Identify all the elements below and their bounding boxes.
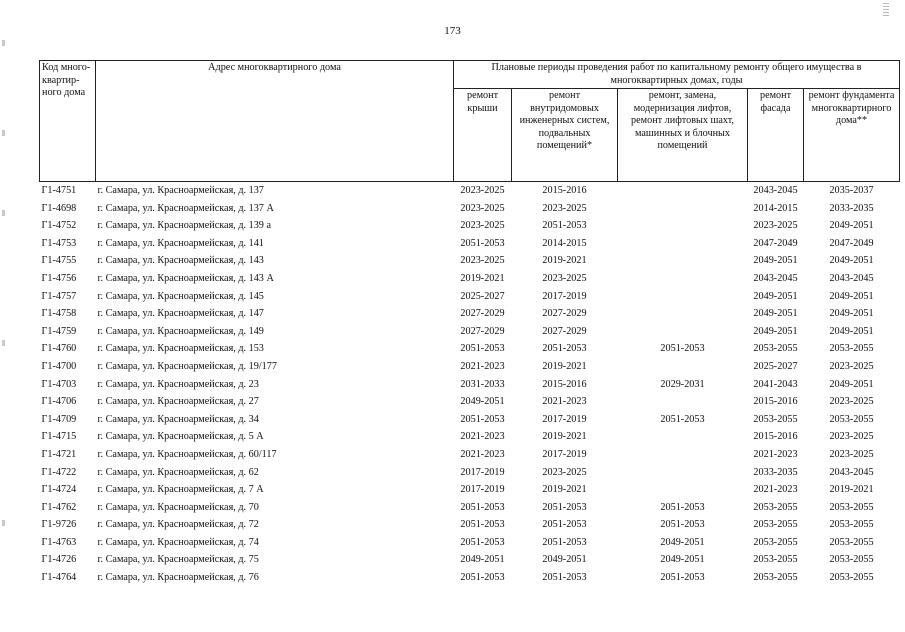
house-code-cell: Г1-4762 (41, 501, 77, 513)
table-row (40, 217, 900, 235)
header-roof-repair: ремонт крыши (454, 89, 512, 182)
house-code-cell: Г1-4763 (41, 536, 77, 548)
foundation-period-cell: 2053-2055 (829, 554, 874, 566)
table-row (40, 323, 900, 341)
table-row (40, 534, 900, 552)
house-code-cell: Г1-4757 (41, 290, 77, 302)
header-house-code: Код много-квартир-ного дома (40, 61, 96, 182)
lifts-period-cell (618, 235, 748, 253)
roof-period-cell: 2027-2029 (460, 308, 505, 320)
facade-period-cell: 2043-2045 (753, 185, 798, 196)
systems-period-cell: 2019-2021 (542, 484, 587, 496)
roof-period-cell: 2019-2021 (460, 272, 505, 284)
house-code-cell: Г1-4700 (41, 360, 77, 372)
lifts-period-cell (618, 305, 748, 323)
lifts-period-cell (618, 446, 748, 464)
table-row (40, 481, 900, 499)
foundation-period-cell: 2049-2051 (829, 220, 874, 232)
systems-period-cell: 2051-2053 (542, 536, 587, 548)
header-lifts-repair: ремонт, замена, модернизация лифтов, ремонт лифтовых шахт, машинных и блочных помещений (618, 89, 748, 182)
systems-period-cell: 2023-2025 (542, 272, 587, 284)
header-planned-periods: Плановые периоды проведения работ по капитальному ремонту общего имущества в многоквартирных домах, годы (454, 61, 900, 89)
facade-period-cell: 2053-2055 (753, 519, 798, 531)
foundation-period-cell: 2053-2055 (829, 536, 874, 548)
systems-period-cell: 2027-2029 (542, 325, 587, 337)
address-cell: г. Самара, ул. Красноармейская, д. 7 А (97, 484, 264, 496)
table-row (40, 446, 900, 464)
foundation-period-cell: 2049-2051 (829, 325, 874, 337)
systems-period-cell: 2051-2053 (542, 220, 587, 232)
address-cell: г. Самара, ул. Красноармейская, д. 75 (97, 554, 259, 566)
systems-period-cell: 2017-2019 (542, 290, 587, 302)
facade-period-cell: 2033-2035 (753, 466, 798, 478)
house-code-cell: Г1-4726 (41, 554, 77, 566)
foundation-period-cell: 2049-2051 (829, 308, 874, 320)
table-body (40, 182, 900, 587)
house-code-cell: Г1-4753 (41, 237, 77, 249)
table-row (40, 428, 900, 446)
lifts-period-cell: 2049-2051 (660, 554, 705, 566)
lifts-period-cell (618, 200, 748, 218)
table-row (40, 411, 900, 429)
roof-period-cell: 2051-2053 (460, 572, 505, 584)
lifts-period-cell: 2051-2053 (660, 519, 705, 531)
facade-period-cell: 2053-2055 (753, 572, 798, 584)
scan-artifact (883, 2, 889, 16)
lifts-period-cell: 2051-2053 (660, 343, 705, 355)
lifts-period-cell: 2029-2031 (660, 378, 705, 390)
roof-period-cell: 2025-2027 (460, 290, 505, 302)
house-code-cell: Г1-4764 (41, 572, 77, 584)
systems-period-cell: 2023-2025 (542, 466, 587, 478)
facade-period-cell: 2053-2055 (753, 343, 798, 355)
address-cell: г. Самара, ул. Красноармейская, д. 60/117 (97, 448, 277, 460)
facade-period-cell: 2049-2051 (753, 325, 798, 337)
house-code-cell: Г1-4755 (41, 255, 77, 267)
roof-period-cell: 2023-2025 (460, 255, 505, 267)
roof-period-cell: 2023-2025 (460, 185, 505, 196)
foundation-period-cell: 2023-2025 (829, 448, 874, 460)
table-header (40, 61, 900, 182)
foundation-period-cell: 2023-2025 (829, 396, 874, 408)
roof-period-cell: 2021-2023 (460, 448, 505, 460)
roof-period-cell: 2051-2053 (460, 237, 505, 249)
roof-period-cell: 2021-2023 (460, 360, 505, 372)
header-facade-repair: ремонт фасада (748, 89, 804, 182)
lifts-period-cell (618, 182, 748, 200)
house-code-cell: Г1-4706 (41, 396, 77, 408)
systems-period-cell: 2021-2023 (542, 396, 587, 408)
roof-period-cell: 2017-2019 (460, 466, 505, 478)
facade-period-cell: 2053-2055 (753, 501, 798, 513)
address-cell: г. Самара, ул. Красноармейская, д. 139 а (97, 220, 271, 232)
facade-period-cell: 2021-2023 (753, 484, 798, 496)
systems-period-cell: 2019-2021 (542, 431, 587, 443)
house-code-cell: Г1-4760 (41, 343, 77, 355)
facade-period-cell: 2053-2055 (753, 554, 798, 566)
lifts-period-cell: 2051-2053 (660, 501, 705, 513)
systems-period-cell: 2051-2053 (542, 501, 587, 513)
address-cell: г. Самара, ул. Красноармейская, д. 70 (97, 501, 259, 513)
table-row (40, 551, 900, 569)
address-cell: г. Самара, ул. Красноармейская, д. 34 (97, 413, 259, 425)
lifts-period-cell (618, 288, 748, 306)
address-cell: г. Самара, ул. Красноармейская, д. 19/177 (97, 360, 277, 372)
repair-schedule-table (39, 60, 900, 587)
address-cell: г. Самара, ул. Красноармейская, д. 74 (97, 536, 259, 548)
address-cell: г. Самара, ул. Красноармейская, д. 62 (97, 466, 259, 478)
table-row (40, 252, 900, 270)
systems-period-cell: 2019-2021 (542, 255, 587, 267)
systems-period-cell: 2023-2025 (542, 202, 587, 214)
roof-period-cell: 2031-2033 (460, 378, 505, 390)
house-code-cell: Г1-4722 (41, 466, 77, 478)
facade-period-cell: 2014-2015 (753, 202, 798, 214)
roof-period-cell: 2023-2025 (460, 220, 505, 232)
header-systems-repair: ремонт внутридомовых инженерных систем, подвальных помещений* (512, 89, 618, 182)
table-row (40, 569, 900, 587)
facade-period-cell: 2053-2055 (753, 413, 798, 425)
systems-period-cell: 2051-2053 (542, 572, 587, 584)
lifts-period-cell (618, 481, 748, 499)
systems-period-cell: 2049-2051 (542, 554, 587, 566)
foundation-period-cell: 2043-2045 (829, 272, 874, 284)
foundation-period-cell: 2047-2049 (829, 237, 874, 249)
facade-period-cell: 2041-2043 (753, 378, 798, 390)
address-cell: г. Самара, ул. Красноармейская, д. 147 (97, 308, 264, 320)
table-row (40, 200, 900, 218)
address-cell: г. Самара, ул. Красноармейская, д. 143 (97, 255, 264, 267)
page-number: 173 (444, 25, 461, 37)
table-row (40, 340, 900, 358)
lifts-period-cell: 2051-2053 (660, 572, 705, 584)
systems-period-cell: 2017-2019 (542, 448, 587, 460)
address-cell: г. Самара, ул. Красноармейская, д. 141 (97, 237, 264, 249)
roof-period-cell: 2051-2053 (460, 501, 505, 513)
foundation-period-cell: 2033-2035 (829, 202, 874, 214)
table-row (40, 499, 900, 517)
house-code-cell: Г1-4724 (41, 484, 77, 496)
table-row (40, 516, 900, 534)
house-code-cell: Г1-4698 (41, 202, 77, 214)
lifts-period-cell: 2049-2051 (660, 536, 705, 548)
table-row (40, 288, 900, 306)
house-code-cell: Г1-4756 (41, 272, 77, 284)
facade-period-cell: 2049-2051 (753, 255, 798, 267)
table-row (40, 393, 900, 411)
lifts-period-cell: 2051-2053 (660, 413, 705, 425)
address-cell: г. Самара, ул. Красноармейская, д. 76 (97, 572, 259, 584)
table-row (40, 270, 900, 288)
roof-period-cell: 2049-2051 (460, 396, 505, 408)
roof-period-cell: 2021-2023 (460, 431, 505, 443)
foundation-period-cell: 2049-2051 (829, 255, 874, 267)
facade-period-cell: 2021-2023 (753, 448, 798, 460)
systems-period-cell: 2019-2021 (542, 360, 587, 372)
foundation-period-cell: 2049-2051 (829, 290, 874, 302)
table-row (40, 358, 900, 376)
address-cell: г. Самара, ул. Красноармейская, д. 149 (97, 325, 264, 337)
foundation-period-cell: 2053-2055 (829, 572, 874, 584)
house-code-cell: Г1-4751 (41, 185, 77, 196)
house-code-cell: Г1-9726 (41, 519, 77, 531)
house-code-cell: Г1-4758 (41, 308, 77, 320)
lifts-period-cell (618, 464, 748, 482)
systems-period-cell: 2015-2016 (542, 378, 587, 390)
lifts-period-cell (618, 217, 748, 235)
foundation-period-cell: 2023-2025 (829, 360, 874, 372)
facade-period-cell: 2049-2051 (753, 290, 798, 302)
foundation-period-cell: 2053-2055 (829, 519, 874, 531)
facade-period-cell: 2025-2027 (753, 360, 798, 372)
roof-period-cell: 2027-2029 (460, 325, 505, 337)
roof-period-cell: 2051-2053 (460, 536, 505, 548)
foundation-period-cell: 2053-2055 (829, 501, 874, 513)
systems-period-cell: 2051-2053 (542, 519, 587, 531)
facade-period-cell: 2043-2045 (753, 272, 798, 284)
foundation-period-cell: 2043-2045 (829, 466, 874, 478)
facade-period-cell: 2015-2016 (753, 431, 798, 443)
foundation-period-cell: 2053-2055 (829, 343, 874, 355)
address-cell: г. Самара, ул. Красноармейская, д. 153 (97, 343, 264, 355)
table-row (40, 464, 900, 482)
lifts-period-cell (618, 323, 748, 341)
binding-edge-marks (2, 40, 6, 580)
lifts-period-cell (618, 428, 748, 446)
address-cell: г. Самара, ул. Красноармейская, д. 137 А (97, 202, 274, 214)
address-cell: г. Самара, ул. Красноармейская, д. 143 А (97, 272, 274, 284)
facade-period-cell: 2053-2055 (753, 536, 798, 548)
systems-period-cell: 2051-2053 (542, 343, 587, 355)
facade-period-cell: 2023-2025 (753, 220, 798, 232)
address-cell: г. Самара, ул. Красноармейская, д. 72 (97, 519, 259, 531)
roof-period-cell: 2017-2019 (460, 484, 505, 496)
roof-period-cell: 2051-2053 (460, 519, 505, 531)
table-row (40, 305, 900, 323)
facade-period-cell: 2047-2049 (753, 237, 798, 249)
header-foundation-repair: ремонт фундамента многоквартирного дома** (804, 89, 900, 182)
house-code-cell: Г1-4715 (41, 431, 77, 443)
systems-period-cell: 2017-2019 (542, 413, 587, 425)
house-code-cell: Г1-4721 (41, 448, 77, 460)
address-cell: г. Самара, ул. Красноармейская, д. 145 (97, 290, 264, 302)
systems-period-cell: 2014-2015 (542, 237, 587, 249)
house-code-cell: Г1-4703 (41, 378, 77, 390)
house-code-cell: Г1-4752 (41, 220, 77, 232)
address-cell: г. Самара, ул. Красноармейская, д. 137 (97, 185, 264, 196)
foundation-period-cell: 2019-2021 (829, 484, 874, 496)
lifts-period-cell (618, 358, 748, 376)
table-row (40, 182, 900, 200)
table-row (40, 376, 900, 394)
roof-period-cell: 2049-2051 (460, 554, 505, 566)
roof-period-cell: 2023-2025 (460, 202, 505, 214)
address-cell: г. Самара, ул. Красноармейская, д. 5 А (97, 431, 264, 443)
systems-period-cell: 2027-2029 (542, 308, 587, 320)
house-code-cell: Г1-4759 (41, 325, 77, 337)
foundation-period-cell: 2023-2025 (829, 431, 874, 443)
header-address: Адрес многоквартирного дома (96, 61, 454, 182)
foundation-period-cell: 2049-2051 (829, 378, 874, 390)
table-row (40, 235, 900, 253)
address-cell: г. Самара, ул. Красноармейская, д. 23 (97, 378, 259, 390)
roof-period-cell: 2051-2053 (460, 413, 505, 425)
foundation-period-cell: 2053-2055 (829, 413, 874, 425)
lifts-period-cell (618, 393, 748, 411)
roof-period-cell: 2051-2053 (460, 343, 505, 355)
address-cell: г. Самара, ул. Красноармейская, д. 27 (97, 396, 259, 408)
facade-period-cell: 2049-2051 (753, 308, 798, 320)
lifts-period-cell (618, 252, 748, 270)
house-code-cell: Г1-4709 (41, 413, 77, 425)
lifts-period-cell (618, 270, 748, 288)
foundation-period-cell: 2035-2037 (829, 185, 874, 196)
facade-period-cell: 2015-2016 (753, 396, 798, 408)
systems-period-cell: 2015-2016 (542, 185, 587, 196)
